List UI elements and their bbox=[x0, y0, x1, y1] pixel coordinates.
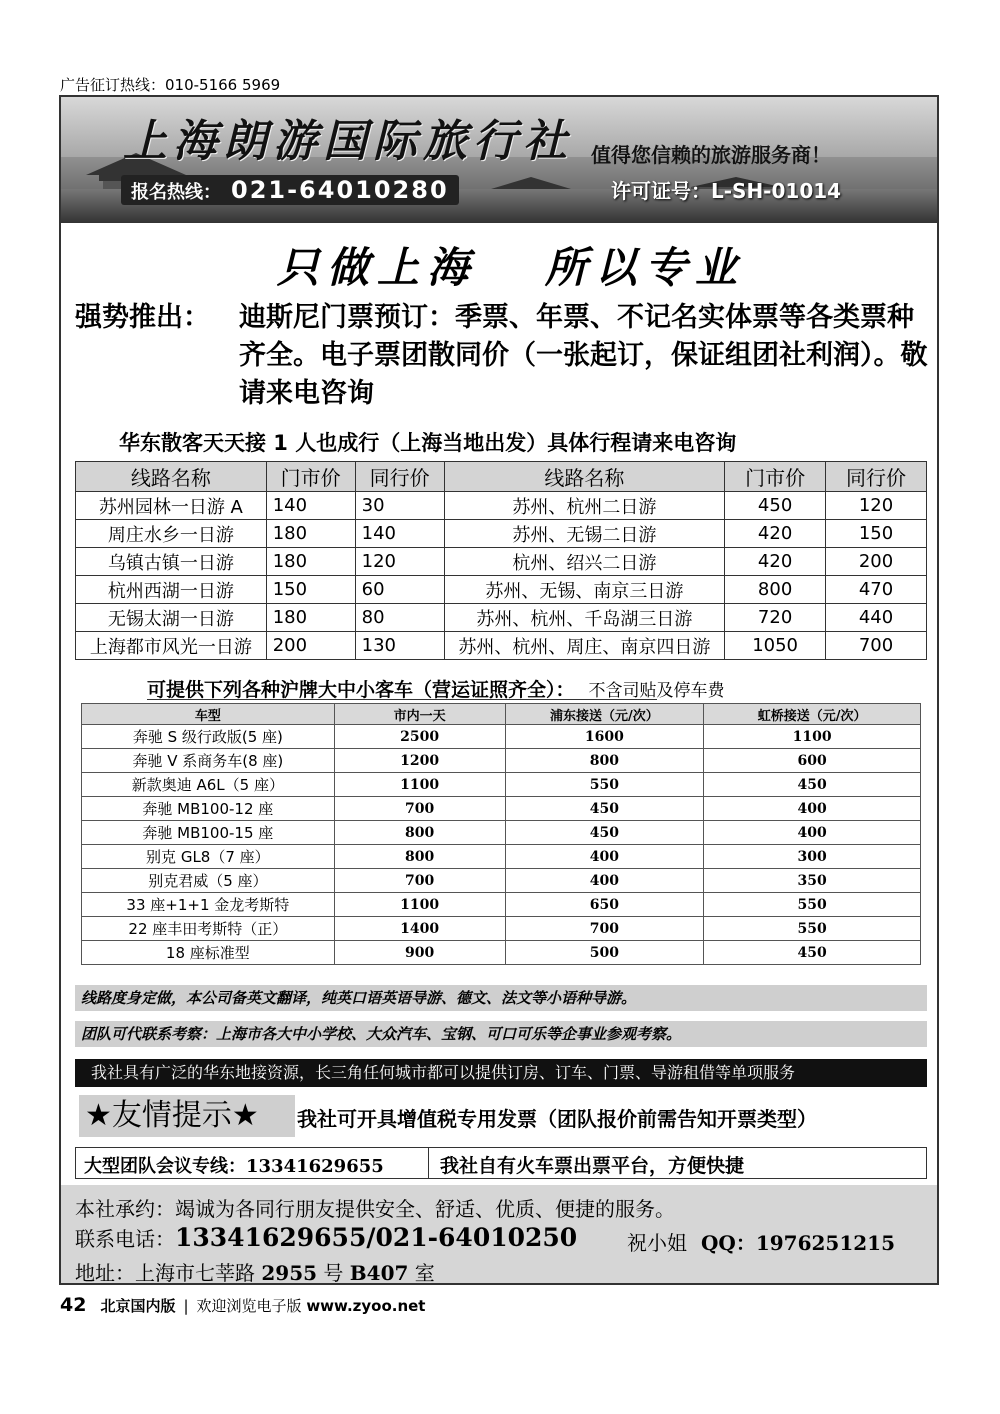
table-row bbox=[82, 773, 921, 797]
retail-price: 720 bbox=[725, 604, 826, 632]
services-strip: 我社具有广泛的华东地接资源，长三角任何城市都可以提供订房、订车、门票、导游租借等单项服务 bbox=[75, 1059, 927, 1087]
trade-price: 440 bbox=[826, 604, 927, 632]
cars-header-row bbox=[82, 704, 921, 725]
trade-price: 700 bbox=[826, 632, 927, 660]
train-ticket-note: 我社自有火车票出票平台，方便快捷 bbox=[440, 1155, 745, 1177]
route-name: 上海都市风光一日游 bbox=[76, 632, 267, 660]
trade-price: 30 bbox=[355, 492, 444, 520]
address-number: 2955 bbox=[261, 1261, 318, 1285]
cars-subtitle-text: 可提供下列各种沪牌大中小客车（营运证照齐全）： bbox=[147, 679, 575, 701]
table-row bbox=[82, 797, 921, 821]
car-model: 奔驰 MB100-15 座 bbox=[82, 821, 335, 845]
pudong-transfer-price: 500 bbox=[505, 941, 704, 965]
hongqiao-transfer-price: 400 bbox=[704, 797, 921, 821]
address-middle: 号 bbox=[317, 1261, 350, 1285]
retail-price: 150 bbox=[266, 576, 355, 604]
cars-header-cell: 虹桥接送（元/次） bbox=[704, 704, 921, 725]
meeting-hotline-box bbox=[75, 1147, 927, 1179]
car-model: 奔驰 S 级行政版(5 座) bbox=[82, 725, 335, 749]
routes-header-cell: 门市价 bbox=[725, 462, 826, 492]
footer-divider: | bbox=[183, 1297, 189, 1315]
route-name: 杭州、绍兴二日游 bbox=[444, 548, 725, 576]
welcome-text: 欢迎浏览电子版 bbox=[196, 1297, 302, 1315]
contact-name: 祝小姐 bbox=[627, 1231, 687, 1255]
hongqiao-transfer-price: 450 bbox=[704, 941, 921, 965]
promo-label: 强势推出： bbox=[75, 302, 210, 333]
company-name: 上海朗游国际旅行社 bbox=[123, 116, 573, 167]
routes-header-row bbox=[76, 462, 927, 492]
retail-price: 1050 bbox=[725, 632, 826, 660]
city-day-price: 1100 bbox=[334, 773, 505, 797]
hongqiao-transfer-price: 1100 bbox=[704, 725, 921, 749]
trade-price: 120 bbox=[355, 548, 444, 576]
route-name: 乌镇古镇一日游 bbox=[76, 548, 267, 576]
friendly-tip-label: ★友情提示★ bbox=[79, 1095, 295, 1137]
address-end: 室 bbox=[408, 1261, 435, 1285]
table-row bbox=[82, 941, 921, 965]
meeting-hotline: 大型团队会议专线：13341629655 bbox=[84, 1156, 384, 1177]
hongqiao-transfer-price: 350 bbox=[704, 869, 921, 893]
custom-routes-strip: 线路度身定做，本公司备英文翻译，纯英口语英语导游、德文、法文等小语种导游。 bbox=[75, 985, 927, 1011]
retail-price: 200 bbox=[266, 632, 355, 660]
pudong-transfer-price: 450 bbox=[505, 797, 704, 821]
car-model: 33 座+1+1 金龙考斯特 bbox=[82, 893, 335, 917]
signup-hotline-box bbox=[121, 175, 459, 205]
table-row bbox=[76, 548, 927, 576]
car-model: 18 座标准型 bbox=[82, 941, 335, 965]
page-number: 42 bbox=[60, 1294, 87, 1316]
car-model: 新款奥迪 A6L（5 座） bbox=[82, 773, 335, 797]
pudong-transfer-price: 1600 bbox=[505, 725, 704, 749]
city-day-price: 700 bbox=[334, 797, 505, 821]
route-name: 苏州、杭州、周庄、南京四日游 bbox=[444, 632, 725, 660]
table-row bbox=[76, 632, 927, 660]
table-row bbox=[82, 821, 921, 845]
routes-header-cell: 线路名称 bbox=[444, 462, 725, 492]
table-row bbox=[82, 845, 921, 869]
car-model: 奔驰 MB100-12 座 bbox=[82, 797, 335, 821]
edition-name: 北京国内版 bbox=[100, 1297, 176, 1315]
table-row bbox=[76, 520, 927, 548]
hongqiao-transfer-price: 400 bbox=[704, 821, 921, 845]
car-model: 别克 GL8（7 座） bbox=[82, 845, 335, 869]
route-name: 苏州、杭州二日游 bbox=[444, 492, 725, 520]
pudong-transfer-price: 650 bbox=[505, 893, 704, 917]
promo-text: 迪斯尼门票预订：季票、年票、不记名实体票等各类票种齐全。电子票团散同价（一张起订，保证组团社利润）。敬请来电咨询 bbox=[239, 302, 928, 409]
route-name: 无锡太湖一日游 bbox=[76, 604, 267, 632]
table-row bbox=[82, 917, 921, 941]
route-name: 周庄水乡一日游 bbox=[76, 520, 267, 548]
pudong-transfer-price: 400 bbox=[505, 869, 704, 893]
car-model: 22 座丰田考斯特（正） bbox=[82, 917, 335, 941]
trade-price: 130 bbox=[355, 632, 444, 660]
signup-hotline-label: 报名热线： bbox=[131, 182, 221, 203]
advertisement-frame bbox=[59, 95, 939, 1285]
cars-header-cell: 浦东接送（元/次） bbox=[505, 704, 704, 725]
route-name: 苏州园林一日游 A bbox=[76, 492, 267, 520]
city-day-price: 2500 bbox=[334, 725, 505, 749]
hongqiao-transfer-price: 300 bbox=[704, 845, 921, 869]
cars-table bbox=[81, 703, 921, 965]
car-model: 别克君威（5 座） bbox=[82, 869, 335, 893]
city-day-price: 800 bbox=[334, 845, 505, 869]
retail-price: 180 bbox=[266, 604, 355, 632]
routes-subtitle: 华东散客天天接 1 人也成行（上海当地出发）具体行程请来电咨询 bbox=[119, 431, 737, 455]
table-row bbox=[82, 749, 921, 773]
cars-header-cell: 市内一天 bbox=[334, 704, 505, 725]
table-row bbox=[82, 869, 921, 893]
route-name: 苏州、杭州、千岛湖三日游 bbox=[444, 604, 725, 632]
retail-price: 180 bbox=[266, 548, 355, 576]
city-day-price: 800 bbox=[334, 821, 505, 845]
banner bbox=[61, 97, 937, 223]
city-day-price: 900 bbox=[334, 941, 505, 965]
contact-label: 联系电话： bbox=[75, 1227, 175, 1251]
address-label: 地址：上海市七莘路 bbox=[75, 1261, 262, 1285]
hongqiao-transfer-price: 450 bbox=[704, 773, 921, 797]
cars-subtitle bbox=[147, 675, 725, 702]
hongqiao-transfer-price: 550 bbox=[704, 917, 921, 941]
signup-hotline-number: 021-64010280 bbox=[231, 176, 449, 204]
cars-subtitle-underline bbox=[147, 699, 657, 700]
hongqiao-transfer-price: 550 bbox=[704, 893, 921, 917]
city-day-price: 700 bbox=[334, 869, 505, 893]
car-model: 奔驰 V 系商务车(8 座) bbox=[82, 749, 335, 773]
table-row bbox=[82, 893, 921, 917]
trade-price: 150 bbox=[826, 520, 927, 548]
address-room: B407 bbox=[349, 1261, 409, 1285]
cars-note: 不含司贴及停车费 bbox=[588, 681, 725, 701]
retail-price: 180 bbox=[266, 520, 355, 548]
city-day-price: 1100 bbox=[334, 893, 505, 917]
contact-qq: QQ：1976251215 bbox=[701, 1231, 896, 1255]
city-day-price: 1200 bbox=[334, 749, 505, 773]
city-day-price: 1400 bbox=[334, 917, 505, 941]
meeting-divider bbox=[428, 1148, 429, 1178]
pudong-transfer-price: 800 bbox=[505, 749, 704, 773]
contact-person-line bbox=[627, 1227, 895, 1256]
retail-price: 800 bbox=[725, 576, 826, 604]
trade-price: 470 bbox=[826, 576, 927, 604]
pudong-transfer-price: 700 bbox=[505, 917, 704, 941]
retail-price: 140 bbox=[266, 492, 355, 520]
route-name: 苏州、无锡二日游 bbox=[444, 520, 725, 548]
trade-price: 140 bbox=[355, 520, 444, 548]
table-row bbox=[82, 725, 921, 749]
routes-header-cell: 门市价 bbox=[266, 462, 355, 492]
ad-hotline: 广告征订热线：010-5166 5969 bbox=[60, 76, 281, 94]
pudong-transfer-price: 550 bbox=[505, 773, 704, 797]
routes-header-cell: 同行价 bbox=[826, 462, 927, 492]
route-name: 杭州西湖一日游 bbox=[76, 576, 267, 604]
site-url[interactable]: www.zyoo.net bbox=[306, 1297, 426, 1315]
retail-price: 420 bbox=[725, 548, 826, 576]
trade-price: 120 bbox=[826, 492, 927, 520]
cars-header-cell: 车型 bbox=[82, 704, 335, 725]
pudong-transfer-price: 400 bbox=[505, 845, 704, 869]
contact-phone-line bbox=[75, 1223, 577, 1252]
trade-price: 200 bbox=[826, 548, 927, 576]
trade-price: 80 bbox=[355, 604, 444, 632]
motto: 只做上海 所以专业 bbox=[277, 243, 745, 292]
routes-table bbox=[75, 461, 927, 660]
retail-price: 420 bbox=[725, 520, 826, 548]
table-row bbox=[76, 604, 927, 632]
page-footer bbox=[60, 1294, 425, 1316]
hongqiao-transfer-price: 600 bbox=[704, 749, 921, 773]
group-visit-strip: 团队可代联系考察：上海市各大中小学校、大众汽车、宝钢、可口可乐等企事业参观考察。 bbox=[75, 1021, 927, 1047]
routes-header-cell: 线路名称 bbox=[76, 462, 267, 492]
address-line bbox=[75, 1257, 435, 1285]
route-name: 苏州、无锡、南京三日游 bbox=[444, 576, 725, 604]
retail-price: 450 bbox=[725, 492, 826, 520]
friendly-tip-text: 我社可开具增值税专用发票（团队报价前需告知开票类型） bbox=[297, 1107, 817, 1131]
table-row bbox=[76, 576, 927, 604]
service-promise: 本社承约：竭诚为各同行朋友提供安全、舒适、优质、便捷的服务。 bbox=[75, 1197, 675, 1221]
trade-price: 60 bbox=[355, 576, 444, 604]
table-row bbox=[76, 492, 927, 520]
company-slogan: 值得您信赖的旅游服务商！ bbox=[591, 143, 831, 167]
contact-phone: 13341629655/021-64010250 bbox=[175, 1223, 578, 1252]
routes-header-cell: 同行价 bbox=[355, 462, 444, 492]
pudong-transfer-price: 450 bbox=[505, 821, 704, 845]
license-number: 许可证号：L-SH-01014 bbox=[611, 179, 842, 203]
